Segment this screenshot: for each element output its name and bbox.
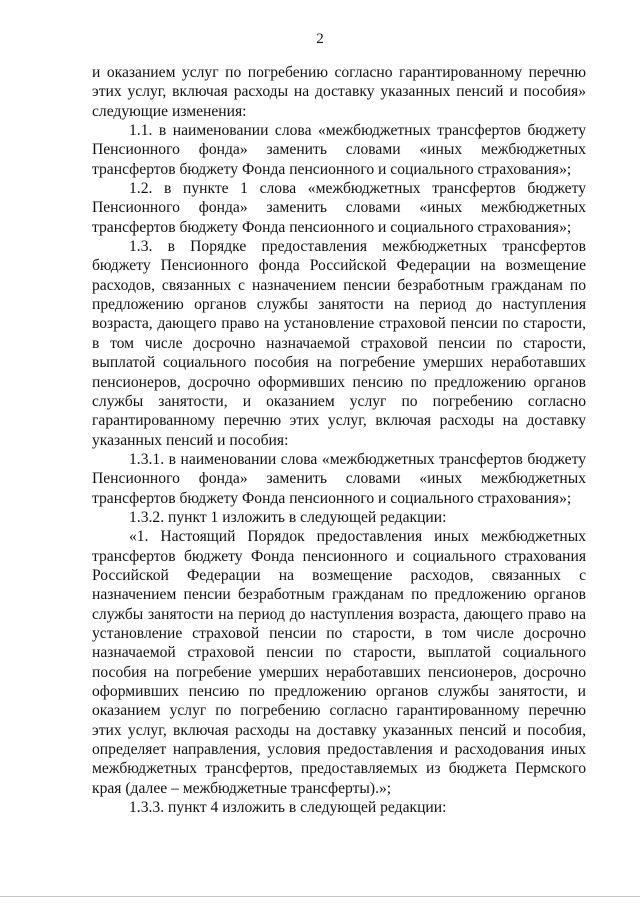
document-body <box>92 63 586 817</box>
paragraph-1-3-2: 1.3.2. пункт 1 изложить в следующей редакции: <box>129 508 447 526</box>
paragraph-1-3-1: 1.3.1. в наименовании слова «межбюджетных трансфертов бюджету Пенсионного фонда» заменить словами «иных межбюджетных трансфертов бюджету Фонда пенсионного и социального страхования»; <box>92 450 586 507</box>
page-bottom-divider <box>0 896 640 897</box>
page-number: 2 <box>316 31 324 47</box>
paragraph-1-3: 1.3. в Порядке предоставления межбюджетных трансфертов бюджету Пенсионного фонда Российской Федерации на возмещение расходов, связанных с назначением пенсии безработным гражданам по предложению органов службы занятости на период до наступления возраста, дающего право на установление страховой пенсии по старости, в том числе досрочно назначаемой страховой пенсии по старости, выплатой социального пособия на погребение умерших неработавших пенсионеров, досрочно оформивших пенсию по предложению органов службы занятости, и оказанием услуг по погребению согласно гарантированному перечню этих услуг, включая расходы на доставку указанных пенсий и пособия: <box>92 238 586 449</box>
paragraph-1-1: 1.1. в наименовании слова «межбюджетных трансфертов бюджету Пенсионного фонда» заменить словами «иных межбюджетных трансфертов бюджету Фонда пенсионного и социального страхования»; <box>92 122 586 178</box>
paragraph-1-3-3: 1.3.3. пункт 4 изложить в следующей редакции: <box>129 799 447 817</box>
paragraph-intro-continuation: и оказанием услуг по погребению согласно гарантированному перечню этих услуг, включая расходы на доставку указанных пенсий и пособия» следующие изменения: <box>92 64 586 120</box>
paragraph-quoted-clause-1: «1. Настоящий Порядок предоставления иных межбюджетных трансфертов бюджету Фонда пенсионного и социального страхования Российской Федерации на возмещение расходов, связанных с назначением пенсии безработным гражданам по предложению органов службы занятости на период до наступления возраста, дающего право на установление страховой пенсии по старости, в том числе досрочно назначаемой страховой пенсии по старости, выплатой социального пособия на погребение умерших неработавших пенсионеров, досрочно оформивших пенсию по предложению органов службы занятости, и оказанием услуг по погребению согласно гарантированному перечню этих услуг, включая расходы на доставку указанных пенсий и пособия, определяет направления, условия предоставления и расходования иных межбюджетных трансфертов, предоставляемых из бюджета Пермского края (далее – межбюджетные трансферты).»; <box>92 528 586 797</box>
paragraph-1-2: 1.2. в пункте 1 слова «межбюджетных трансфертов бюджету Пенсионного фонда» заменить словами «иных межбюджетных трансфертов бюджету Фонда пенсионного и социального страхования»; <box>92 180 586 236</box>
